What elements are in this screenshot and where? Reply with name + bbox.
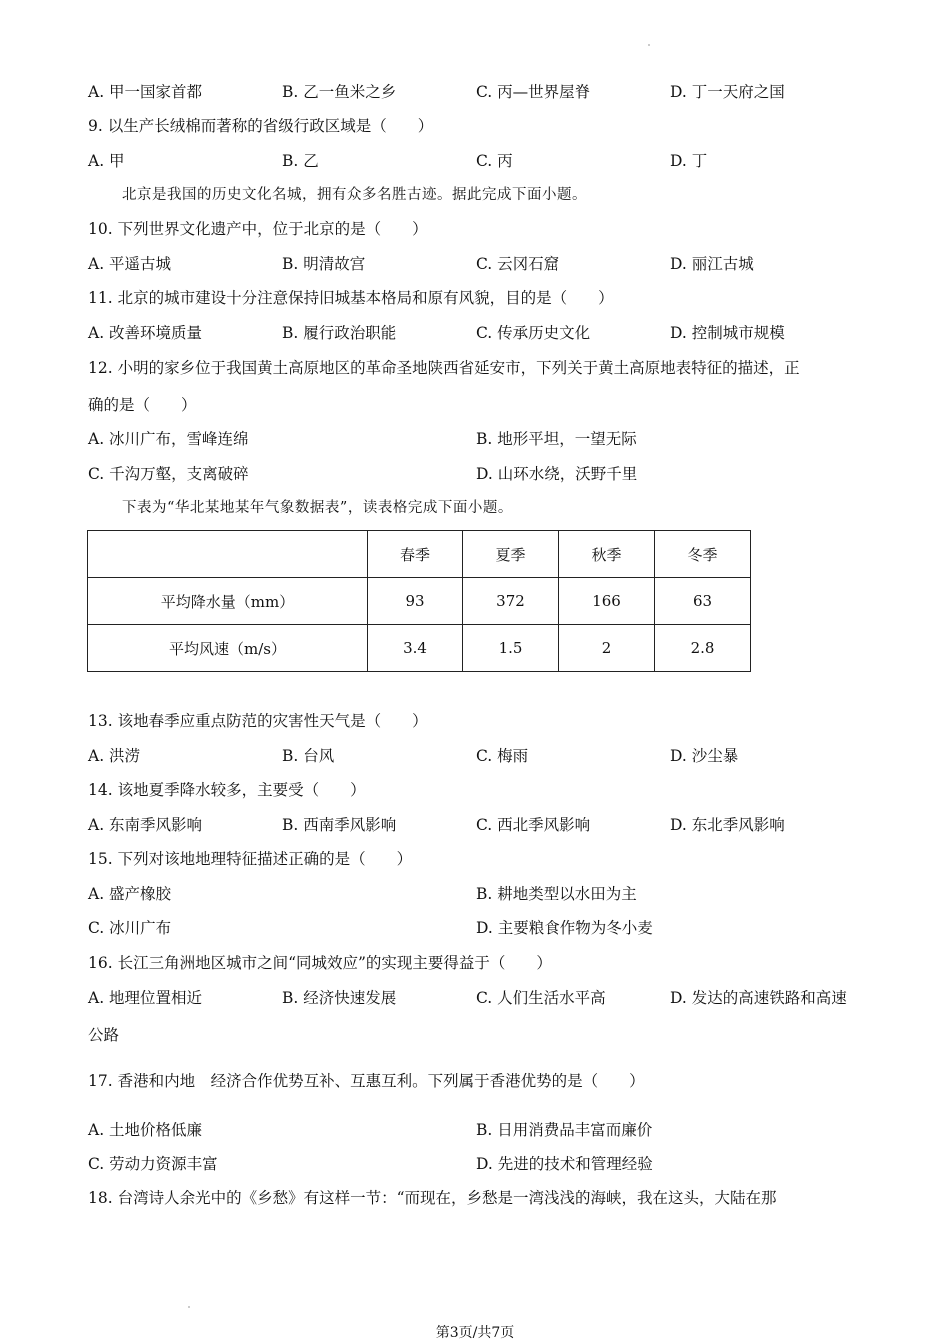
q12-option-b[interactable]: B. 地形平坦，一望无际 xyxy=(476,430,637,448)
table-row xyxy=(88,625,751,672)
q14-option-b[interactable]: B. 西南季风影响 xyxy=(282,816,397,834)
table-header-cell: 夏季 xyxy=(463,531,559,578)
table-header-cell: 冬季 xyxy=(655,531,751,578)
scan-speck xyxy=(648,44,650,46)
passage-table-intro: 下表为“华北某地某年气象数据表”，读表格完成下面小题。 xyxy=(122,500,513,516)
q15-option-c[interactable]: C. 冰川广布 xyxy=(88,919,172,937)
q16-option-b[interactable]: B. 经济快速发展 xyxy=(282,989,397,1007)
q9-stem: 9. 以生产长绒棉而著称的省级行政区域是（ ） xyxy=(88,117,434,135)
weather-data-table xyxy=(87,530,751,672)
q17-option-c[interactable]: C. 劳动力资源丰富 xyxy=(88,1155,218,1173)
page-footer: 第3页/共7页 xyxy=(435,1325,515,1341)
q14-stem: 14. 该地夏季降水较多，主要受（ ） xyxy=(88,781,366,799)
q11-stem: 11. 北京的城市建设十分注意保持旧城基本格局和原有风貌，目的是（ ） xyxy=(88,289,614,307)
q12-option-c[interactable]: C. 千沟万壑，支离破碎 xyxy=(88,465,249,483)
q17-options-row1 xyxy=(88,1120,888,1140)
q12-stem-line2: 确的是（ ） xyxy=(88,396,197,414)
table-cell: 63 xyxy=(655,578,751,625)
q12-options-row1 xyxy=(88,429,888,449)
q8-option-d[interactable]: D. 丁一天府之国 xyxy=(670,83,785,101)
q16-option-d[interactable]: D. 发达的高速铁路和高速 xyxy=(670,989,847,1007)
table-row-label: 平均风速（m/s） xyxy=(88,625,368,672)
q10-option-a[interactable]: A. 平遥古城 xyxy=(88,255,172,273)
q17-options-row2 xyxy=(88,1154,888,1174)
q12-options-row2 xyxy=(88,464,888,484)
table-row-label: 平均降水量（mm） xyxy=(88,578,368,625)
table-cell: 3.4 xyxy=(368,625,463,672)
q9-option-b[interactable]: B. 乙 xyxy=(282,152,319,170)
q14-option-c[interactable]: C. 西北季风影响 xyxy=(476,816,591,834)
table-cell: 2.8 xyxy=(655,625,751,672)
q14-options xyxy=(88,815,888,835)
q16-option-a[interactable]: A. 地理位置相近 xyxy=(88,989,203,1007)
q10-stem: 10. 下列世界文化遗产中，位于北京的是（ ） xyxy=(88,220,428,238)
table-header-cell: 秋季 xyxy=(559,531,655,578)
q17-option-d[interactable]: D. 先进的技术和管理经验 xyxy=(476,1155,653,1173)
table-cell: 93 xyxy=(368,578,463,625)
scan-speck xyxy=(188,1306,190,1308)
q9-option-a[interactable]: A. 甲 xyxy=(88,152,125,170)
q15-stem: 15. 下列对该地地理特征描述正确的是（ ） xyxy=(88,850,413,868)
table-cell: 166 xyxy=(559,578,655,625)
q13-option-d[interactable]: D. 沙尘暴 xyxy=(670,747,739,765)
q15-option-d[interactable]: D. 主要粮食作物为冬小麦 xyxy=(476,919,653,937)
q8-option-a[interactable]: A. 甲一国家首都 xyxy=(88,83,203,101)
table-cell: 1.5 xyxy=(463,625,559,672)
table-header-cell: 春季 xyxy=(368,531,463,578)
q16-stem: 16. 长江三角洲地区城市之间“同城效应”的实现主要得益于（ ） xyxy=(88,954,552,972)
q13-options xyxy=(88,746,888,766)
q17-option-b[interactable]: B. 日用消费品丰富而廉价 xyxy=(476,1121,653,1139)
q11-option-b[interactable]: B. 履行政治职能 xyxy=(282,324,397,342)
q15-options-row1 xyxy=(88,884,888,904)
q15-options-row2 xyxy=(88,918,888,938)
q10-option-c[interactable]: C. 云冈石窟 xyxy=(476,255,560,273)
q11-option-d[interactable]: D. 控制城市规模 xyxy=(670,324,785,342)
q9-option-d[interactable]: D. 丁 xyxy=(670,152,708,170)
q8-option-b[interactable]: B. 乙一鱼米之乡 xyxy=(282,83,397,101)
q11-options xyxy=(88,323,888,343)
q17-option-a[interactable]: A. 土地价格低廉 xyxy=(88,1121,203,1139)
q14-option-d[interactable]: D. 东北季风影响 xyxy=(670,816,785,834)
q10-options xyxy=(88,254,888,274)
q12-option-a[interactable]: A. 冰川广布，雪峰连绵 xyxy=(88,430,249,448)
q15-option-a[interactable]: A. 盛产橡胶 xyxy=(88,885,172,903)
q13-option-b[interactable]: B. 台风 xyxy=(282,747,335,765)
q8-option-c[interactable]: C. 丙—世界屋脊 xyxy=(476,83,591,101)
q13-option-c[interactable]: C. 梅雨 xyxy=(476,747,529,765)
q16-option-c[interactable]: C. 人们生活水平高 xyxy=(476,989,606,1007)
q10-option-b[interactable]: B. 明清故宫 xyxy=(282,255,366,273)
q16-options xyxy=(88,988,888,1008)
q13-option-a[interactable]: A. 洪涝 xyxy=(88,747,141,765)
q11-option-a[interactable]: A. 改善环境质量 xyxy=(88,324,203,342)
table-header-cell xyxy=(88,531,368,578)
table-row xyxy=(88,578,751,625)
q13-stem: 13. 该地春季应重点防范的灾害性天气是（ ） xyxy=(88,712,428,730)
table-cell: 2 xyxy=(559,625,655,672)
passage-beijing: 北京是我国的历史文化名城，拥有众多名胜古迹。据此完成下面小题。 xyxy=(122,187,587,203)
q16-option-d-continuation: 公路 xyxy=(88,1026,120,1044)
q9-option-c[interactable]: C. 丙 xyxy=(476,152,513,170)
q9-options xyxy=(88,151,888,171)
q14-option-a[interactable]: A. 东南季风影响 xyxy=(88,816,203,834)
table-cell: 372 xyxy=(463,578,559,625)
q15-option-b[interactable]: B. 耕地类型以水田为主 xyxy=(476,885,637,903)
table-header-row xyxy=(88,531,751,578)
q12-option-d[interactable]: D. 山环水绕，沃野千里 xyxy=(476,465,638,483)
q12-stem-line1: 12. 小明的家乡位于我国黄土高原地区的革命圣地陕西省延安市，下列关于黄土高原地表特征的描述，正 xyxy=(88,359,800,377)
q8-options xyxy=(88,82,888,102)
q11-option-c[interactable]: C. 传承历史文化 xyxy=(476,324,591,342)
q17-stem: 17. 香港和内地 经济合作优势互补、互惠互利。下列属于香港优势的是（ ） xyxy=(88,1072,645,1090)
q18-stem: 18. 台湾诗人余光中的《乡愁》有这样一节：“而现在，乡愁是一湾浅浅的海峡，我在这头，大陆在那 xyxy=(88,1189,777,1207)
q10-option-d[interactable]: D. 丽江古城 xyxy=(670,255,754,273)
